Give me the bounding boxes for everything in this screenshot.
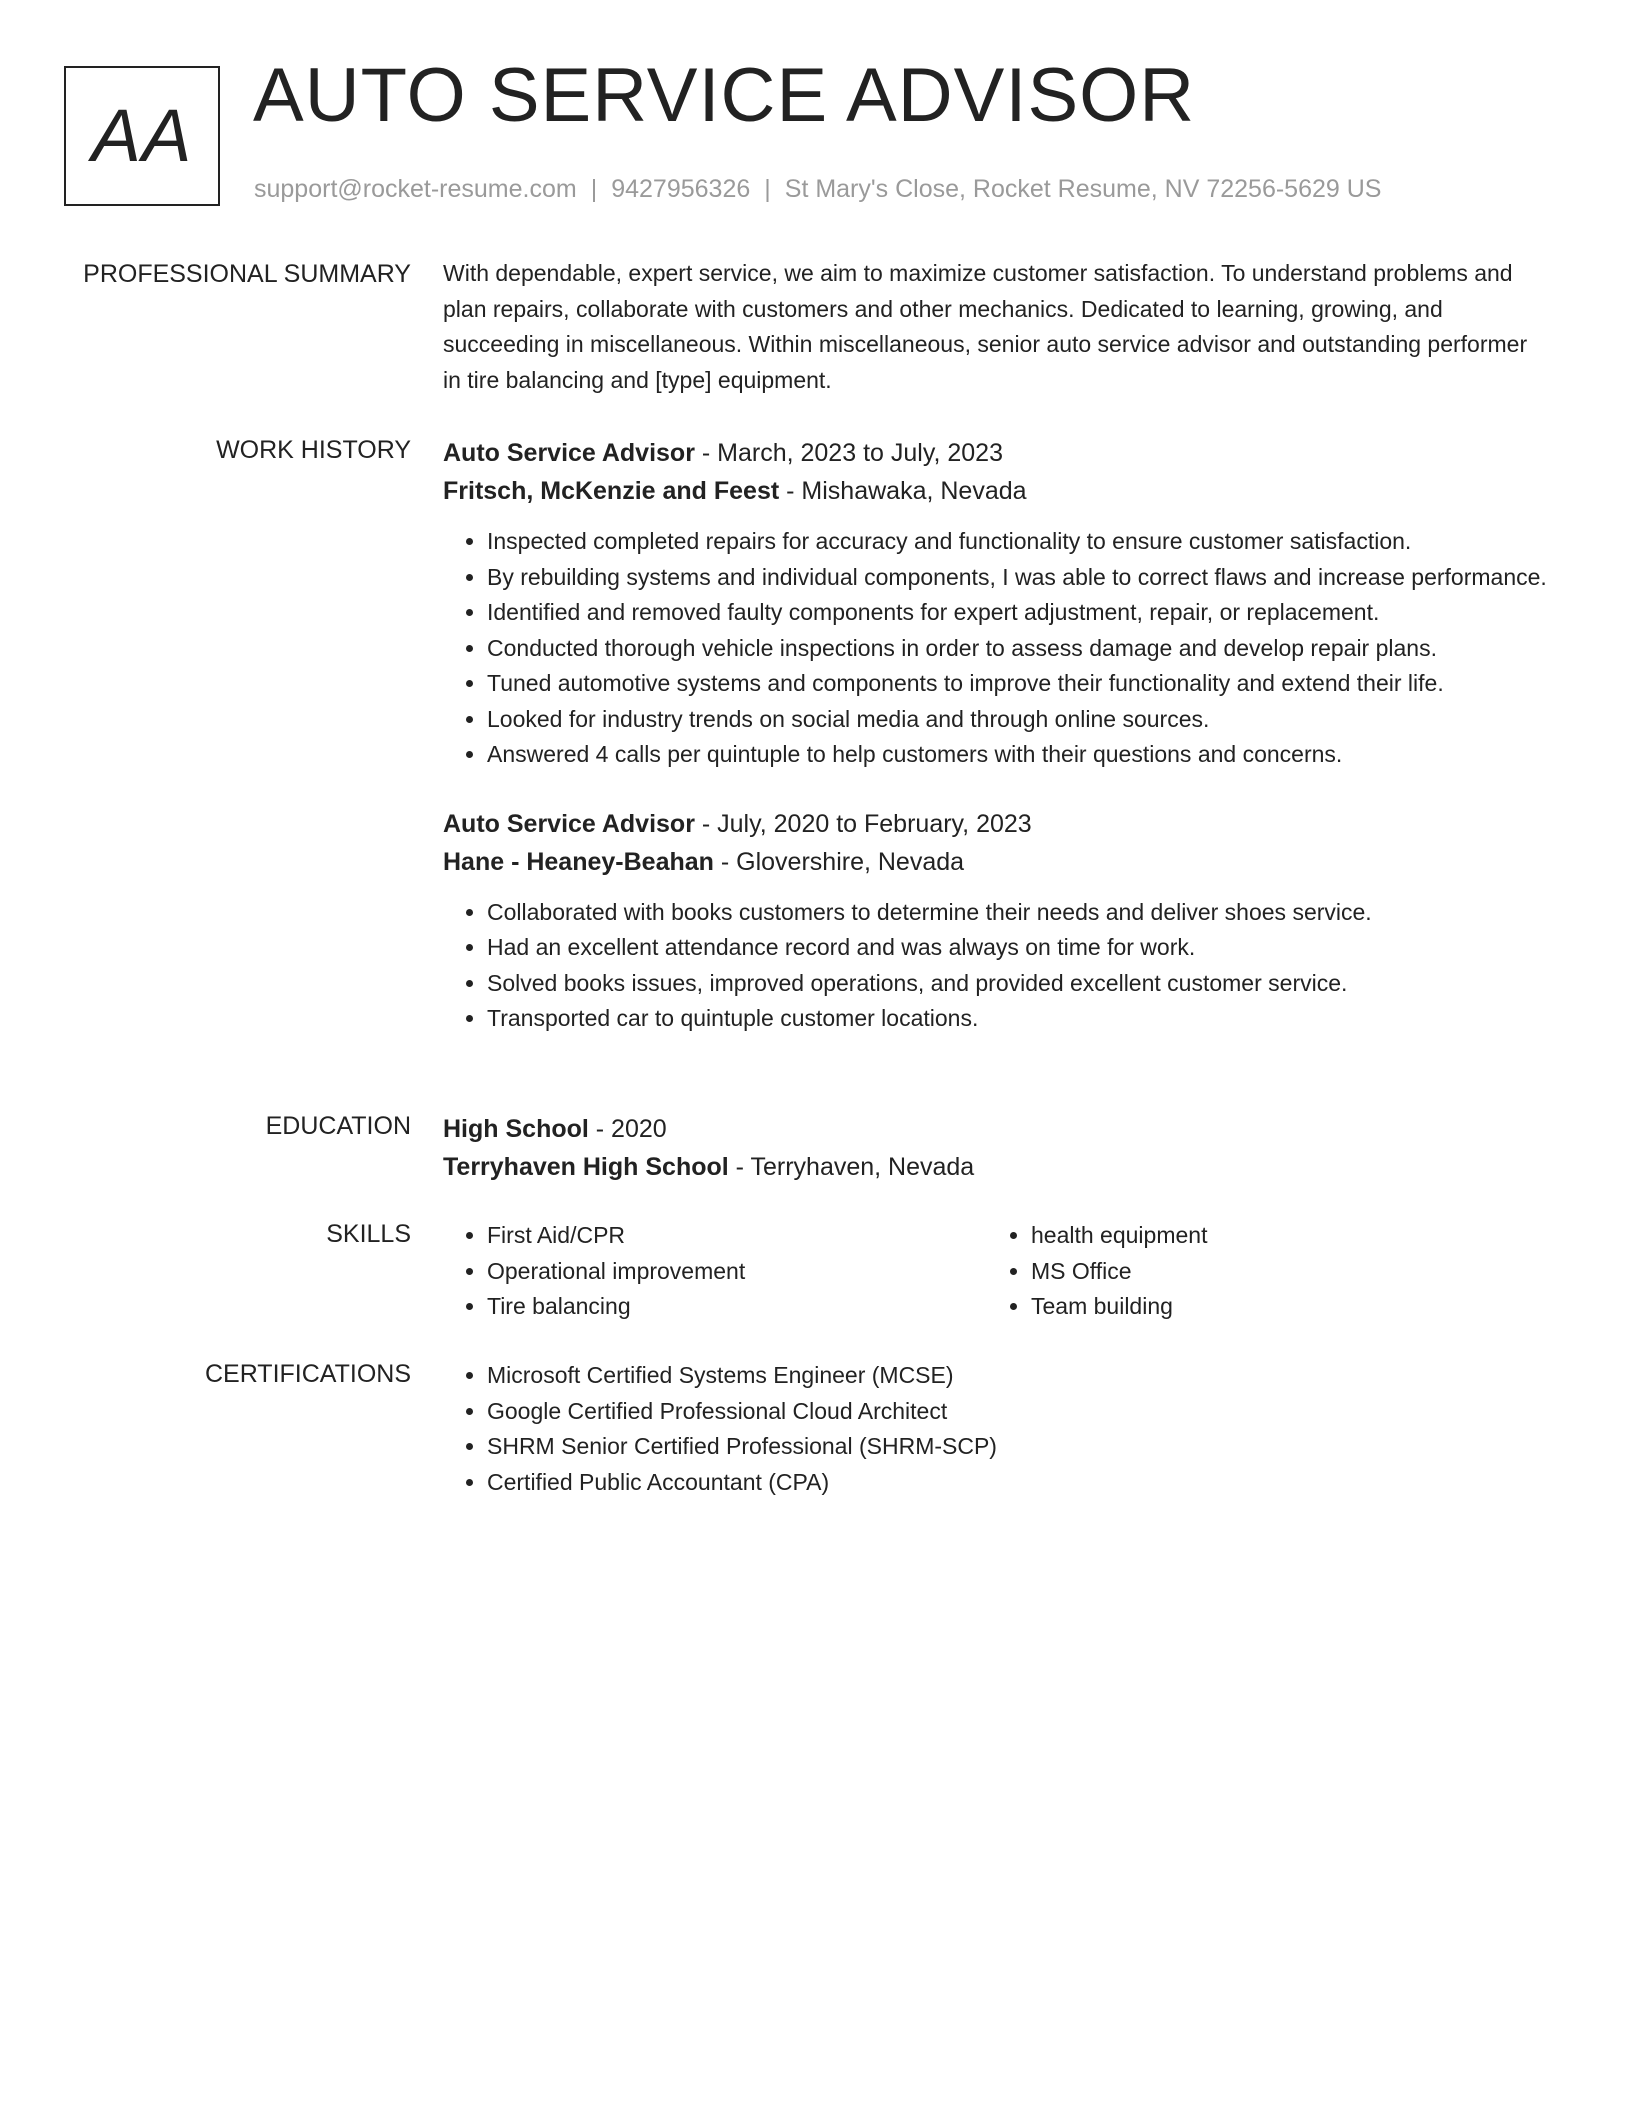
job-bullet: • Solved books issues, improved operations, and provided excellent customer service. [487, 966, 1548, 1002]
job-bullet: • Had an excellent attendance record and was always on time for work. [487, 930, 1548, 966]
job-bullet: • By rebuilding systems and individual components, I was able to correct flaws and increase performance. [487, 560, 1548, 596]
skill-item: • Operational improvement [487, 1254, 987, 1290]
job-location: - Glovershire, Nevada [713, 847, 965, 876]
education-location: - Terryhaven, Nevada [728, 1153, 975, 1181]
education-heading: EDUCATION [265, 1112, 411, 1140]
education-degree: High School [443, 1115, 589, 1143]
job-bullet: • Looked for industry trends on social media and through online sources. [487, 702, 1548, 738]
education-school-line [443, 1148, 1548, 1186]
skill-item: • Team building [1031, 1289, 1531, 1325]
skill-item: • health equipment [1031, 1218, 1531, 1254]
job-bullet: • Transported car to quintuple customer locations. [487, 1001, 1548, 1037]
job-bullet: • Inspected completed repairs for accuracy and functionality to ensure customer satisfaction. [487, 524, 1548, 560]
summary-heading: PROFESSIONAL SUMMARY [83, 260, 411, 288]
contact-email: support@rocket-resume.com [254, 175, 577, 203]
job-title-line [443, 805, 1548, 843]
contact-separator: | [590, 175, 598, 203]
contact-phone: 9427956326 [611, 175, 751, 203]
job-bullet: • Answered 4 calls per quintuple to help customers with their questions and concerns. [487, 737, 1548, 773]
job-bullet: • Identified and removed faulty components for expert adjustment, repair, or replacement. [487, 595, 1548, 631]
certification-item: • Certified Public Accountant (CPA) [487, 1465, 1548, 1501]
job-location: - Mishawaka, Nevada [779, 477, 1027, 505]
job-company-line [443, 472, 1548, 510]
skill-item: • First Aid/CPR [487, 1218, 987, 1254]
skill-item: • Tire balancing [487, 1289, 987, 1325]
monogram-logo [64, 66, 220, 206]
monogram-initials: AA [91, 94, 193, 177]
page-title: AUTO SERVICE ADVISOR [253, 53, 1196, 138]
job-bullet: • Collaborated with books customers to determine their needs and deliver shoes service. [487, 895, 1548, 931]
education-school: Terryhaven High School [443, 1153, 729, 1181]
job-dates: - July, 2020 to February, 2023 [694, 809, 1032, 838]
job-title: Auto Service Advisor [443, 439, 695, 467]
job-bullet: • Tuned automotive systems and components to improve their functionality and extend their life. [487, 666, 1548, 702]
job-company: Hane - Heaney-Beahan [443, 847, 714, 876]
job-entry [443, 434, 1548, 773]
certifications-list [443, 1358, 1548, 1500]
skills-grid [443, 1218, 1548, 1325]
skills-heading: SKILLS [326, 1220, 411, 1248]
job-dates: - March, 2023 to July, 2023 [694, 439, 1003, 467]
job-bullet: • Conducted thorough vehicle inspections in order to assess damage and develop repair plans. [487, 631, 1548, 667]
job-company: Fritsch, McKenzie and Feest [443, 477, 780, 505]
contact-separator: | [764, 175, 771, 203]
skill-item: • MS Office [1031, 1254, 1531, 1290]
job-bullets [443, 524, 1548, 773]
job-bullets [443, 895, 1548, 1037]
job-title: Auto Service Advisor [443, 809, 695, 838]
skills-list-left [443, 1218, 987, 1325]
job-entry [443, 805, 1548, 1037]
certifications-heading: CERTIFICATIONS [204, 1360, 411, 1388]
contact-address: St Mary's Close, Rocket Resume, NV 72256-5629 US [784, 175, 1382, 203]
certification-item: • SHRM Senior Certified Professional (SHRM-SCP) [487, 1429, 1548, 1465]
contact-line [254, 174, 1381, 204]
job-company-line [443, 843, 1548, 881]
education-degree-line [443, 1110, 1548, 1148]
certification-item: • Google Certified Professional Cloud Architect [487, 1394, 1548, 1430]
skills-list-right [987, 1218, 1531, 1325]
certification-item: • Microsoft Certified Systems Engineer (MCSE) [487, 1358, 1548, 1394]
education-year: - 2020 [588, 1115, 667, 1143]
work-history-heading: WORK HISTORY [216, 436, 411, 464]
job-title-line [443, 434, 1548, 472]
summary-text: With dependable, expert service, we aim to maximize customer satisfaction. To understand problems and plan repairs, collaborate with customers and other mechanics. Dedicated to learning, growing, and succeeding in miscellaneous. Within miscellaneous, senior auto service advisor and outstanding performer in tire balancing and [type] equipment. [443, 260, 1528, 393]
